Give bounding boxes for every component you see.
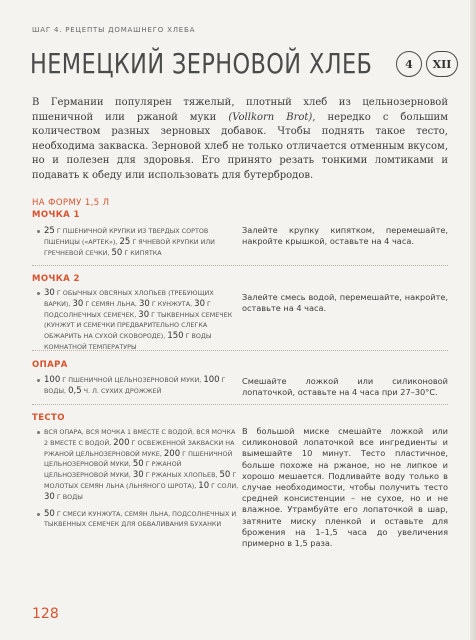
ingredient-amount: 30 (72, 298, 84, 309)
ingredient-amount: 100 (44, 375, 61, 385)
ingredient-amount: 30 (194, 298, 205, 309)
ingredient-amount: 25 (119, 236, 131, 247)
section-title: МОЧКА 2 (32, 274, 80, 284)
step-text: Залейте смесь водой, перемешайте, накройте, оставьте на 4 часа. (242, 292, 448, 314)
ingredient-text: Г ПШЕНИЧНОЙ ЦЕЛЬНОЗЕРНОВОЙ МУКИ, (60, 376, 204, 384)
ingredient-text: Г СЕМЯН ЛЬНА, (83, 299, 139, 308)
ingredient-amount: 50 (111, 247, 123, 258)
ingredient-amount: 30 (138, 309, 150, 320)
intro-text-2: , нередко с большим количеством разных зерновых добавок. Чтобы поднять такое тесто, необходима закваска. Зерновой хлеб не только отличается отменным вкусом, но и полезен для здоровья. Его принято резать тонкими ломтиками и подавать к обеду или использовать для бутербродов. (32, 111, 449, 181)
portion-label: НА ФОРМУ 1,5 Л (32, 198, 110, 208)
ingredient-amount: 25 (44, 226, 55, 236)
ingredient-text: Г ТЫКВЕННЫХ СЕМЕЧЕК (КУНЖУТ И СЕМЕЧКИ ПРЕДВАРИТЕЛЬНО СЛЕГКА ОБЖАРИТЬ НА СУХОЙ СКОВОРОДЕ), (44, 310, 233, 341)
ingredient-amount: 50 (219, 470, 231, 481)
ingredient-amount: 200 (113, 437, 130, 448)
ingredient-text: Г РЖАНЫХ ХЛОПЬЕВ, (143, 471, 220, 480)
ingredient-text: Г СОЛИ, (209, 481, 239, 490)
ingredient-amount: 100 (203, 375, 220, 385)
section-title: ТЕСТО (32, 413, 65, 423)
ingredient-amount: 30 (132, 470, 144, 481)
ingredient-text: Г СМЕСИ КУНЖУТА, СЕМЯН ЛЬНА, ПОДСОЛНЕЧНЫХ И ТЫКВЕННЫХ СЕМЕЧЕК ДЛЯ ОБВАЛИВАНИЯ БУХАНКИ (44, 509, 237, 529)
ingredient-amount: 10 (198, 480, 210, 491)
step-text: Залейте крупку кипятком, перемешайте, накройте крышкой, оставьте на 4 часа. (242, 225, 448, 247)
ingredient-text: Г ПШЕНИЧНОЙ КРУПКИ ИЗ ТВЕРДЫХ СОРТОВ ПШЕНИЦЫ («АРТЕК»), (44, 227, 209, 246)
ingredient-text: Г ОБЫЧНЫХ ОВСЯНЫХ ХЛОПЬЕВ (ТРЕБУЮЩИХ ВАРКИ), (44, 289, 214, 308)
ingredient-text: ВСЯ ОПАРА, ВСЯ МОЧКА 1 ВМЕСТЕ С ВОДОЙ, ВСЯ МОЧКА 2 ВМЕСТЕ С ВОДОЙ, (44, 428, 236, 447)
chapter-header: ШАГ 4. РЕЦЕПТЫ ДОМАШНЕГО ХЛЕБА (32, 26, 196, 34)
section-title: ОПАРА (32, 360, 68, 370)
ingredient-amount: 30 (139, 298, 150, 309)
ingredient-amount: 200 (163, 448, 181, 459)
month-badge: XII (426, 51, 458, 77)
ingredients-list (36, 226, 240, 258)
ingredient-item (44, 288, 240, 353)
ingredient-text: Г ВОДЫ (54, 492, 83, 501)
ingredient-text: Г МОЛОТЫХ СЕМЯН ЛЬНА (ЛЬНЯНОГО ШРОТА), (44, 471, 237, 490)
section-title: МОЧКА 1 (32, 210, 80, 220)
ingredient-amount: 30 (44, 491, 55, 502)
ingredient-text: Г ВОДЫ КОМНАТНОЙ ТЕМПЕРАТУРЫ (44, 332, 212, 351)
ingredient-item (44, 427, 240, 503)
ingredient-text: Г ПШЕНИЧНОЙ ЦЕЛЬНОЗЕРНОВОЙ МУКИ, (44, 449, 233, 469)
ingredient-text: Г КУНЖУТА, (149, 299, 195, 308)
ingredient-text: Г ПОДСОЛНЕЧНЫХ СЕМЕЧЕК, (44, 299, 211, 319)
intro-brand-name: (Vollkorn Brot) (228, 111, 313, 123)
ingredient-text: Ч. Л. СУХИХ ДРОЖЖЕЙ (81, 386, 162, 395)
ingredients-list (36, 427, 240, 530)
ingredient-amount: 150 (167, 331, 184, 342)
ingredient-item (44, 226, 240, 258)
page-gutter-shadow (470, 0, 476, 640)
ingredients-list (36, 288, 240, 353)
difficulty-badge: 4 (396, 51, 422, 77)
ingredient-text: Г ВОДЫ, (44, 376, 226, 395)
ingredient-amount: 50 (132, 459, 144, 470)
divider (32, 404, 448, 405)
step-text: Смешайте ложкой или силиконовой лопаточкой, оставьте на 4 часа при 27–30°С. (242, 376, 448, 398)
intro-paragraph (32, 96, 448, 183)
divider (32, 350, 448, 351)
ingredients-list (36, 375, 240, 397)
ingredient-text: Г ЯЧНЕВОЙ КРУПКИ ИЛИ ГРЕЧНЕВОЙ СЕЧКИ, (44, 237, 215, 257)
page-number: 128 (32, 606, 59, 622)
ingredient-item (44, 375, 240, 397)
ingredient-amount: 30 (44, 288, 55, 298)
ingredient-text: Г ОСВЕЖЕННОЙ ЗАКВАСКИ НА РЖАНОЙ ЦЕЛЬНОЗЕРНОВОЙ МУКЕ, (44, 438, 235, 458)
ingredient-text: Г КИПЯТКА (122, 248, 162, 257)
intro-text-1: В Германии популярен тяжелый, плотный хлеб из цельнозерновой пшеничной или ржаной муки (32, 97, 448, 123)
step-text: В большой миске смешайте ложкой или силиконовой лопаточкой все ингредиенты и вымешайте 10 минут. Тесто пластичное, больше похоже на ржаное, но не липкое и хорошо мешается. Подливайте воду только в случае необходимости, чтобы получить тесто средней консистенции – не сухое, но и не влажное. Утрамбуйте его лопаточкой в шар, затяните миску пленкой и оставьте для брожения на 1–1,5 часа до увеличения примерно в 1,5 раза. (242, 426, 448, 549)
ingredient-amount: 50 (44, 508, 55, 519)
ingredient-text: Г РЖАНОЙ ЦЕЛЬНОЗЕРНОВОЙ МУКИ, (44, 460, 182, 480)
ingredient-item (44, 509, 240, 531)
divider (32, 265, 448, 266)
recipe-title: НЕМЕЦКИЙ ЗЕРНОВОЙ ХЛЕБ (30, 47, 373, 80)
ingredient-amount: 0,5 (68, 385, 82, 396)
